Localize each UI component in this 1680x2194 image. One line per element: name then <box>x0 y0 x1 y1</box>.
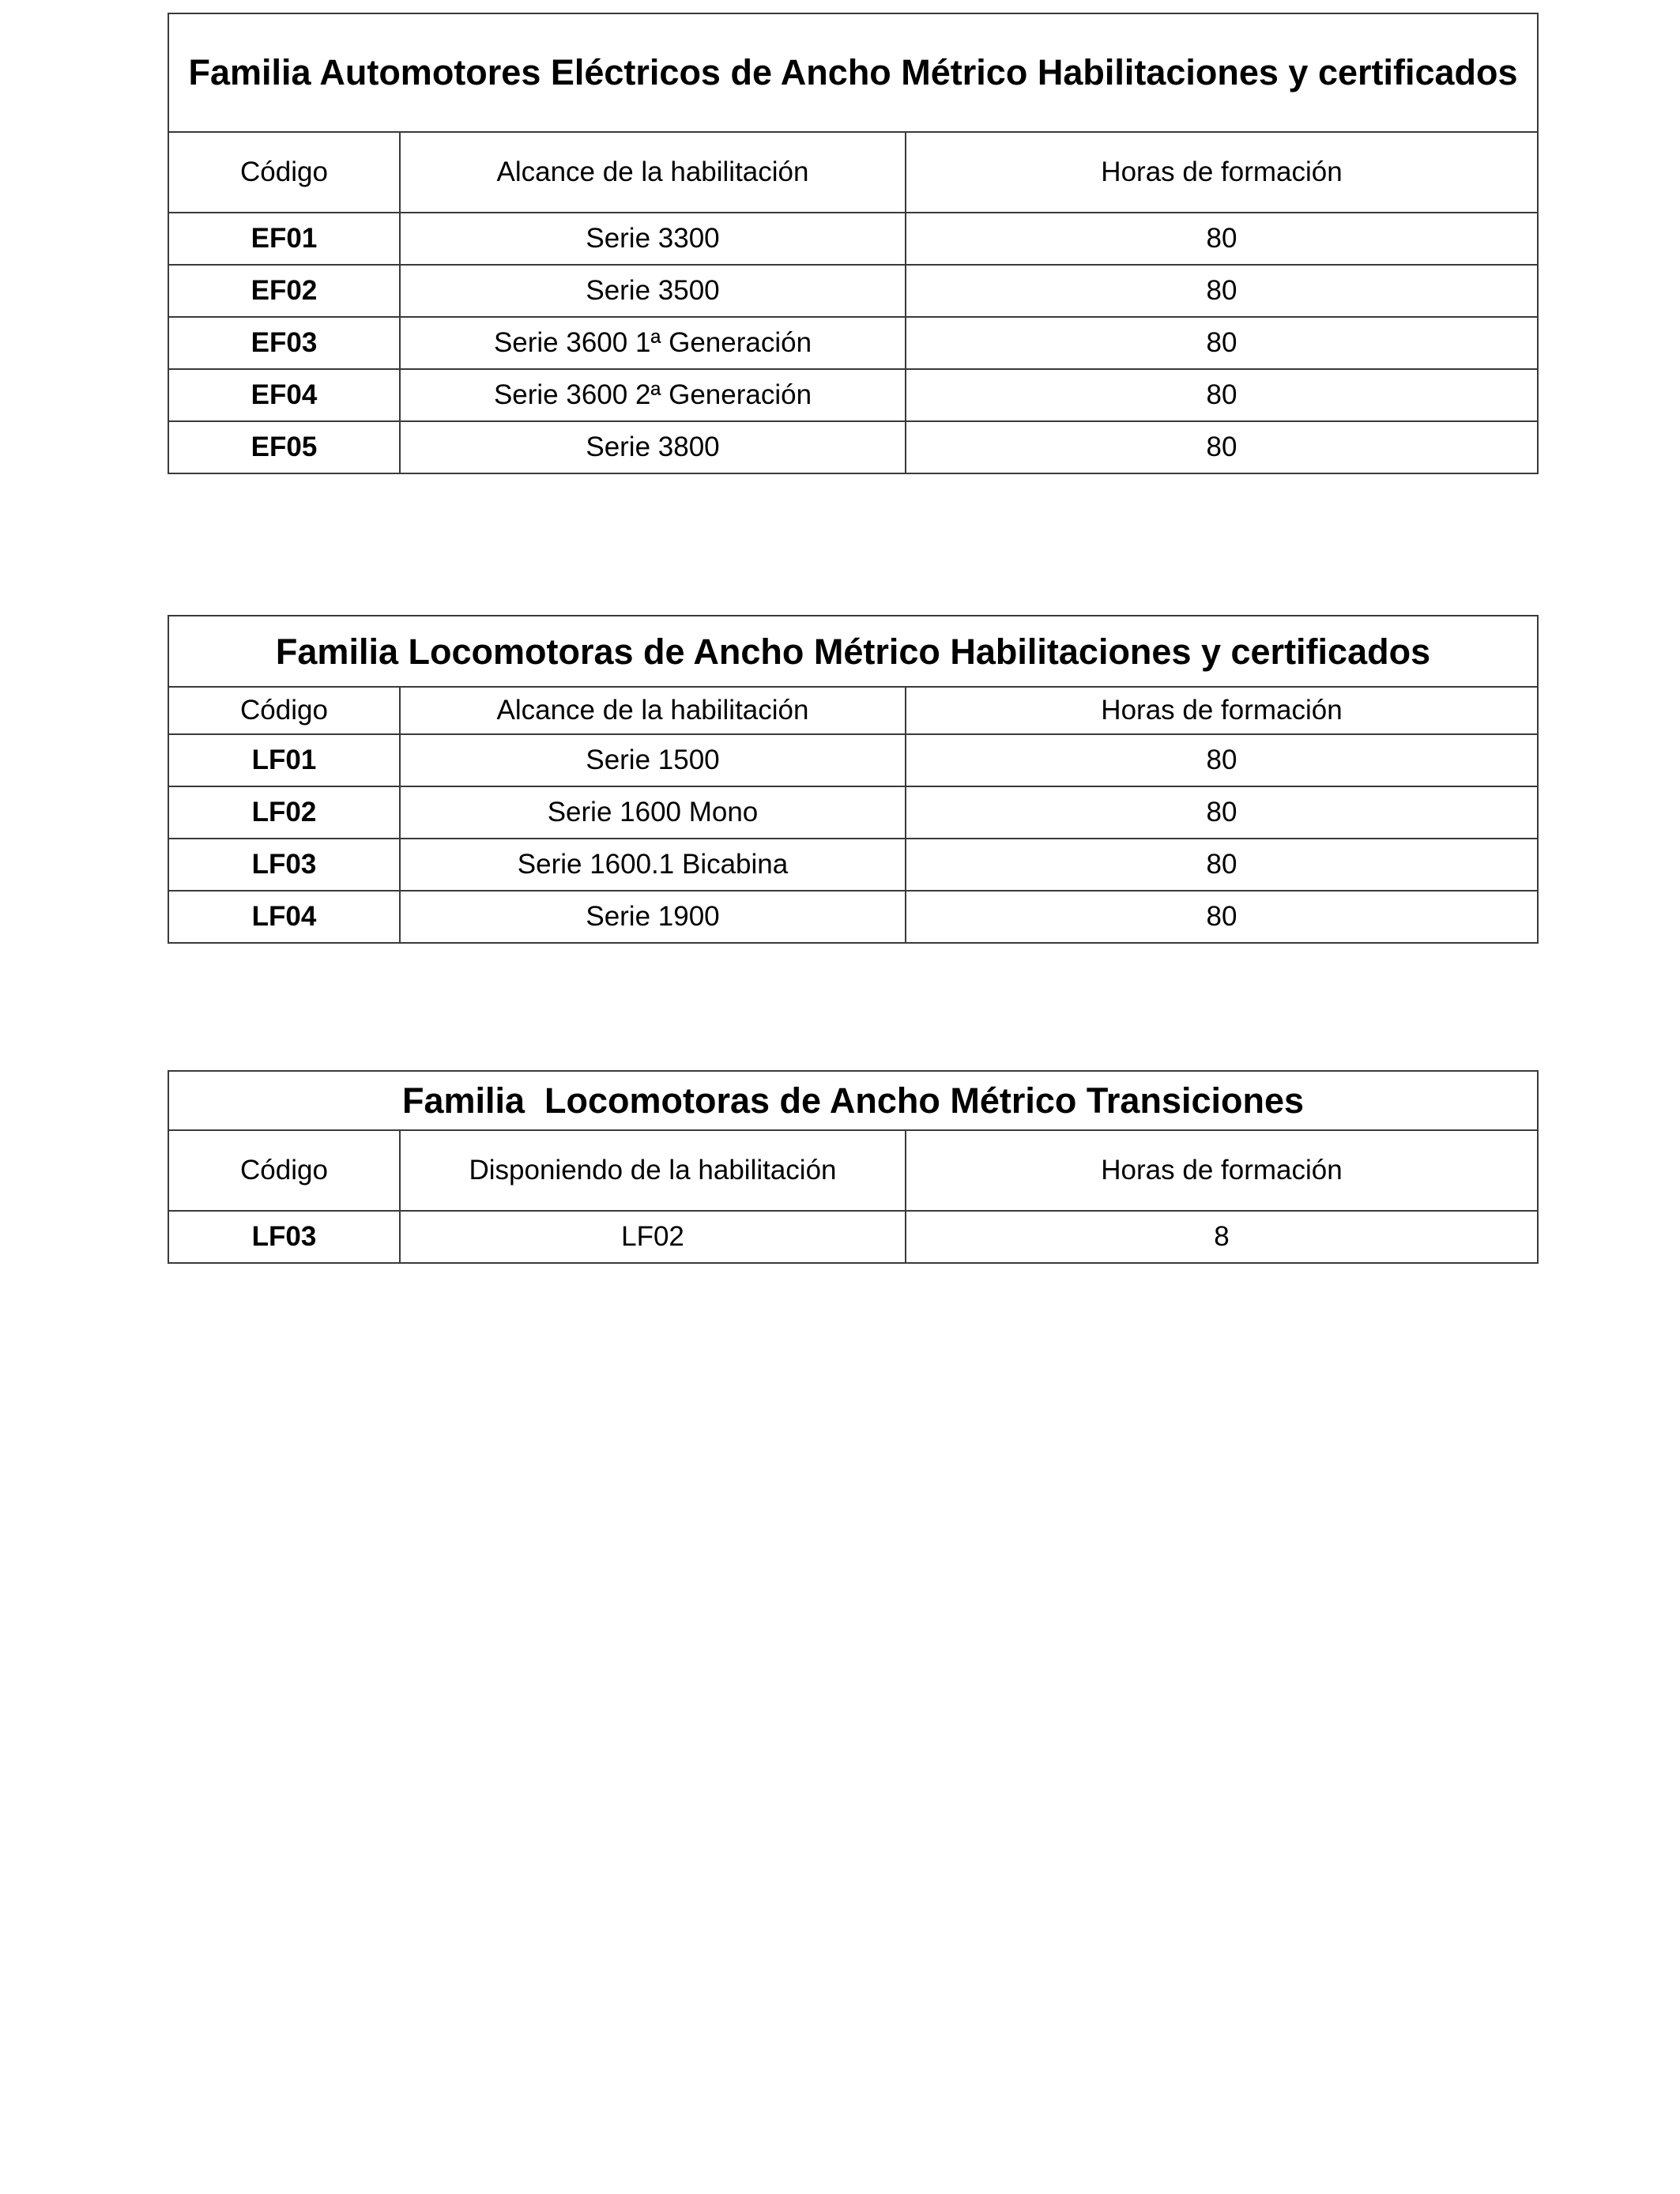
cell-hours: 80 <box>906 421 1538 473</box>
cell-scope: Serie 1600.1 Bicabina <box>400 839 906 891</box>
table-row <box>168 1211 1538 1263</box>
table-title: Familia Automotores Eléctricos de Ancho Métrico Habilitaciones y certificados <box>168 13 1538 132</box>
cell-code: LF01 <box>168 734 400 786</box>
table-row <box>168 891 1538 943</box>
cell-hours: 80 <box>906 265 1538 317</box>
table-title-row <box>168 13 1538 132</box>
table-header-row <box>168 132 1538 213</box>
cell-code: LF02 <box>168 786 400 839</box>
cell-hours: 8 <box>906 1211 1538 1263</box>
cell-code: EF05 <box>168 421 400 473</box>
table-title: Familia Locomotoras de Ancho Métrico Habilitaciones y certificados <box>168 616 1538 687</box>
locomotive-transitions-table <box>168 1070 1539 1264</box>
table-header-row <box>168 1130 1538 1211</box>
column-header-hours: Horas de formación <box>906 687 1538 734</box>
cell-code: EF01 <box>168 213 400 265</box>
column-header-code: Código <box>168 687 400 734</box>
table-row <box>168 265 1538 317</box>
table-header-row <box>168 687 1538 734</box>
column-header-code: Código <box>168 132 400 213</box>
cell-scope: Serie 3600 2ª Generación <box>400 369 906 421</box>
cell-prerequisite: LF02 <box>400 1211 906 1263</box>
cell-hours: 80 <box>906 734 1538 786</box>
cell-scope: Serie 3600 1ª Generación <box>400 317 906 369</box>
locomotives-table <box>168 615 1539 944</box>
cell-code: LF04 <box>168 891 400 943</box>
column-header-hours: Horas de formación <box>906 132 1538 213</box>
cell-scope: Serie 1500 <box>400 734 906 786</box>
cell-hours: 80 <box>906 213 1538 265</box>
table-row <box>168 734 1538 786</box>
cell-scope: Serie 3800 <box>400 421 906 473</box>
cell-scope: Serie 1900 <box>400 891 906 943</box>
cell-hours: 80 <box>906 786 1538 839</box>
table-row <box>168 786 1538 839</box>
table-title-row <box>168 616 1538 687</box>
cell-scope: Serie 3300 <box>400 213 906 265</box>
cell-code: EF04 <box>168 369 400 421</box>
cell-hours: 80 <box>906 369 1538 421</box>
cell-code: EF02 <box>168 265 400 317</box>
table-title-row <box>168 1071 1538 1130</box>
column-header-scope: Alcance de la habilitación <box>400 132 906 213</box>
table-row <box>168 421 1538 473</box>
cell-code: LF03 <box>168 1211 400 1263</box>
table-row <box>168 213 1538 265</box>
cell-hours: 80 <box>906 839 1538 891</box>
column-header-scope: Alcance de la habilitación <box>400 687 906 734</box>
cell-hours: 80 <box>906 317 1538 369</box>
table-row <box>168 839 1538 891</box>
cell-scope: Serie 3500 <box>400 265 906 317</box>
cell-code: EF03 <box>168 317 400 369</box>
cell-hours: 80 <box>906 891 1538 943</box>
cell-scope: Serie 1600 Mono <box>400 786 906 839</box>
table-row <box>168 369 1538 421</box>
table-row <box>168 317 1538 369</box>
electric-railcars-table <box>168 13 1539 474</box>
column-header-prerequisite: Disponiendo de la habilitación <box>400 1130 906 1211</box>
column-header-code: Código <box>168 1130 400 1211</box>
cell-code: LF03 <box>168 839 400 891</box>
column-header-hours: Horas de formación <box>906 1130 1538 1211</box>
table-title: Familia Locomotoras de Ancho Métrico Transiciones <box>168 1071 1538 1130</box>
